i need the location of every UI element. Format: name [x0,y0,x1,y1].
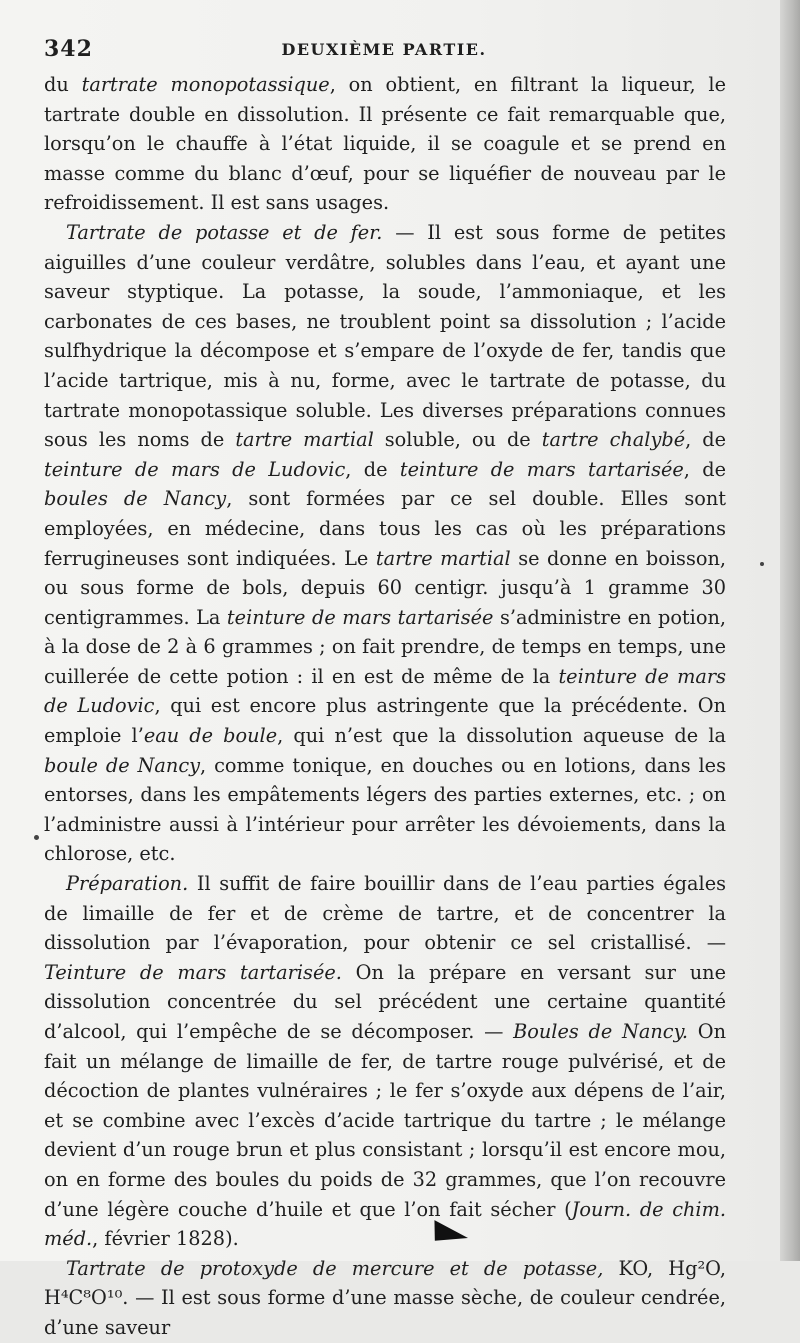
italic-run: teinture de mars de Ludovic [44,664,726,718]
italic-run: boules de Nancy [44,487,227,511]
italic-run: Boules de Nancy. [513,1020,689,1043]
text-run: Il suffit de faire bouillir dans de l’eau parties égales de limaille de fer et de crème de tartre, et de concentrer la dissolution par l’évaporation, pour obtenir ce sel cristallisé. — [44,872,726,955]
italic-run: Teinture de mars tartarisée. [44,960,342,984]
italic-run: tartrate monopotassique [81,73,330,96]
italic-run: tartre chalybé [541,428,686,452]
paragraph [44,218,726,869]
text-run: , on obtient, en filtrant la liqueur, le tartrate double en dissolution. Il présente ce fait remarquable que, lorsqu’on le chauffe à l’état liquide, il se coagule et se prend en masse comme du blanc d’œuf, pour se liquéfier de nouveau par le refroidissement. Il est sans usages. [44,73,727,215]
text-run: , de [685,428,727,452]
page-number: 342 [44,36,93,62]
paragraph [44,869,726,1254]
margin-dot [34,835,39,840]
text-run: — Il est sous forme de petites aiguilles d’une couleur verdâtre, solubles dans l’eau, et ayant une saveur styptique. La potasse, la soude, l’ammoniaque, et les carbonates de ces bases, ne troublent point sa dissolution ; l’acide sulfhydrique la décompose et s’empare de l’oxyde de fer, tandis que l’acide tartrique, mis à nu, forme, avec le tartrate de potasse, du tartrate monopotassique soluble. Les diverses préparations connues sous les noms de [44,220,726,452]
text-run: , qui est encore plus astringente que la précédente. On emploie l’ [44,694,726,748]
italic-run: tartre martial [375,546,511,570]
text-run: , de [345,457,400,481]
binding-gutter [780,0,800,1261]
italic-run: boule de Nancy [44,753,201,777]
text-run: KO, Hg²O, H⁴C⁸O¹⁰. — Il est sous forme d’une masse sèche, de couleur cendrée, d’une saveur [44,1256,726,1339]
text-run: , qui n’est que la dissolution aqueuse de la [277,724,726,748]
text-run: , février 1828). [92,1227,239,1251]
page-header [44,36,724,66]
italic-run: Tartrate de protoxyde de mercure et de potasse, [66,1256,604,1280]
paragraph [44,70,726,218]
italic-run: teinture de mars de Ludovic [44,457,346,481]
italic-run: teinture de mars tartarisée [226,605,494,629]
text-run: s’administre en potion, à la dose de 2 à 6 grammes ; on fait prendre, de temps en temps, une cuillerée de cette potion : il en est de même de la [44,605,727,688]
running-head: DEUXIÈME PARTIE. [281,40,487,59]
italic-run: tartre martial [235,428,374,452]
text-run: , comme tonique, en douches ou en lotions, dans les entorses, dans les empâtements légers des parties externes, etc. ; on l’administre aussi à l’intérieur pour arrêter les dévoiements, dans la chlorose, etc. [44,753,726,866]
italic-run: Préparation. [66,872,189,896]
italic-run: eau de boule [143,724,278,748]
italic-run: teinture de mars tartarisée [399,457,684,481]
paragraph [44,1254,726,1343]
text-run: On la prépare en versant sur une dissolution concentrée du sel précédent une certaine quantité d’alcool, qui l’empêche de se décomposer. — [44,960,726,1043]
text-run: se donne en boisson, ou sous forme de bols, depuis 60 centigr. jusqu’à 1 gramme 30 centigrammes. La [44,546,726,629]
text-run: du [44,73,82,96]
text-run: , sont formées par ce sel double. Elles sont employées, en médecine, dans tous les cas où les préparations ferrugineuses sont indiquées. Le [44,487,727,570]
italic-run: Tartrate de potasse et de fer. [66,220,383,244]
text-run: On fait un mélange de limaille de fer, de tartre rouge pulvérisé, et de décoction de plantes vulnéraires ; le fer s’oxyde aux dépens de l’air, et se combine avec l’excès d’acide tartrique du tartre ; le mélange devient d’un rouge brun et plus consistant ; lorsqu’il est encore mou, on en forme des boules du poids de 32 grammes, que l’on recouvre d’une légère couche d’huile et que l’on fait sécher ( [44,1020,726,1221]
body-text [44,70,726,1343]
margin-dot [760,562,764,566]
text-run: soluble, ou de [373,428,542,452]
text-run: , de [683,457,727,481]
italic-run: Journ. de chim. méd. [44,1197,726,1251]
